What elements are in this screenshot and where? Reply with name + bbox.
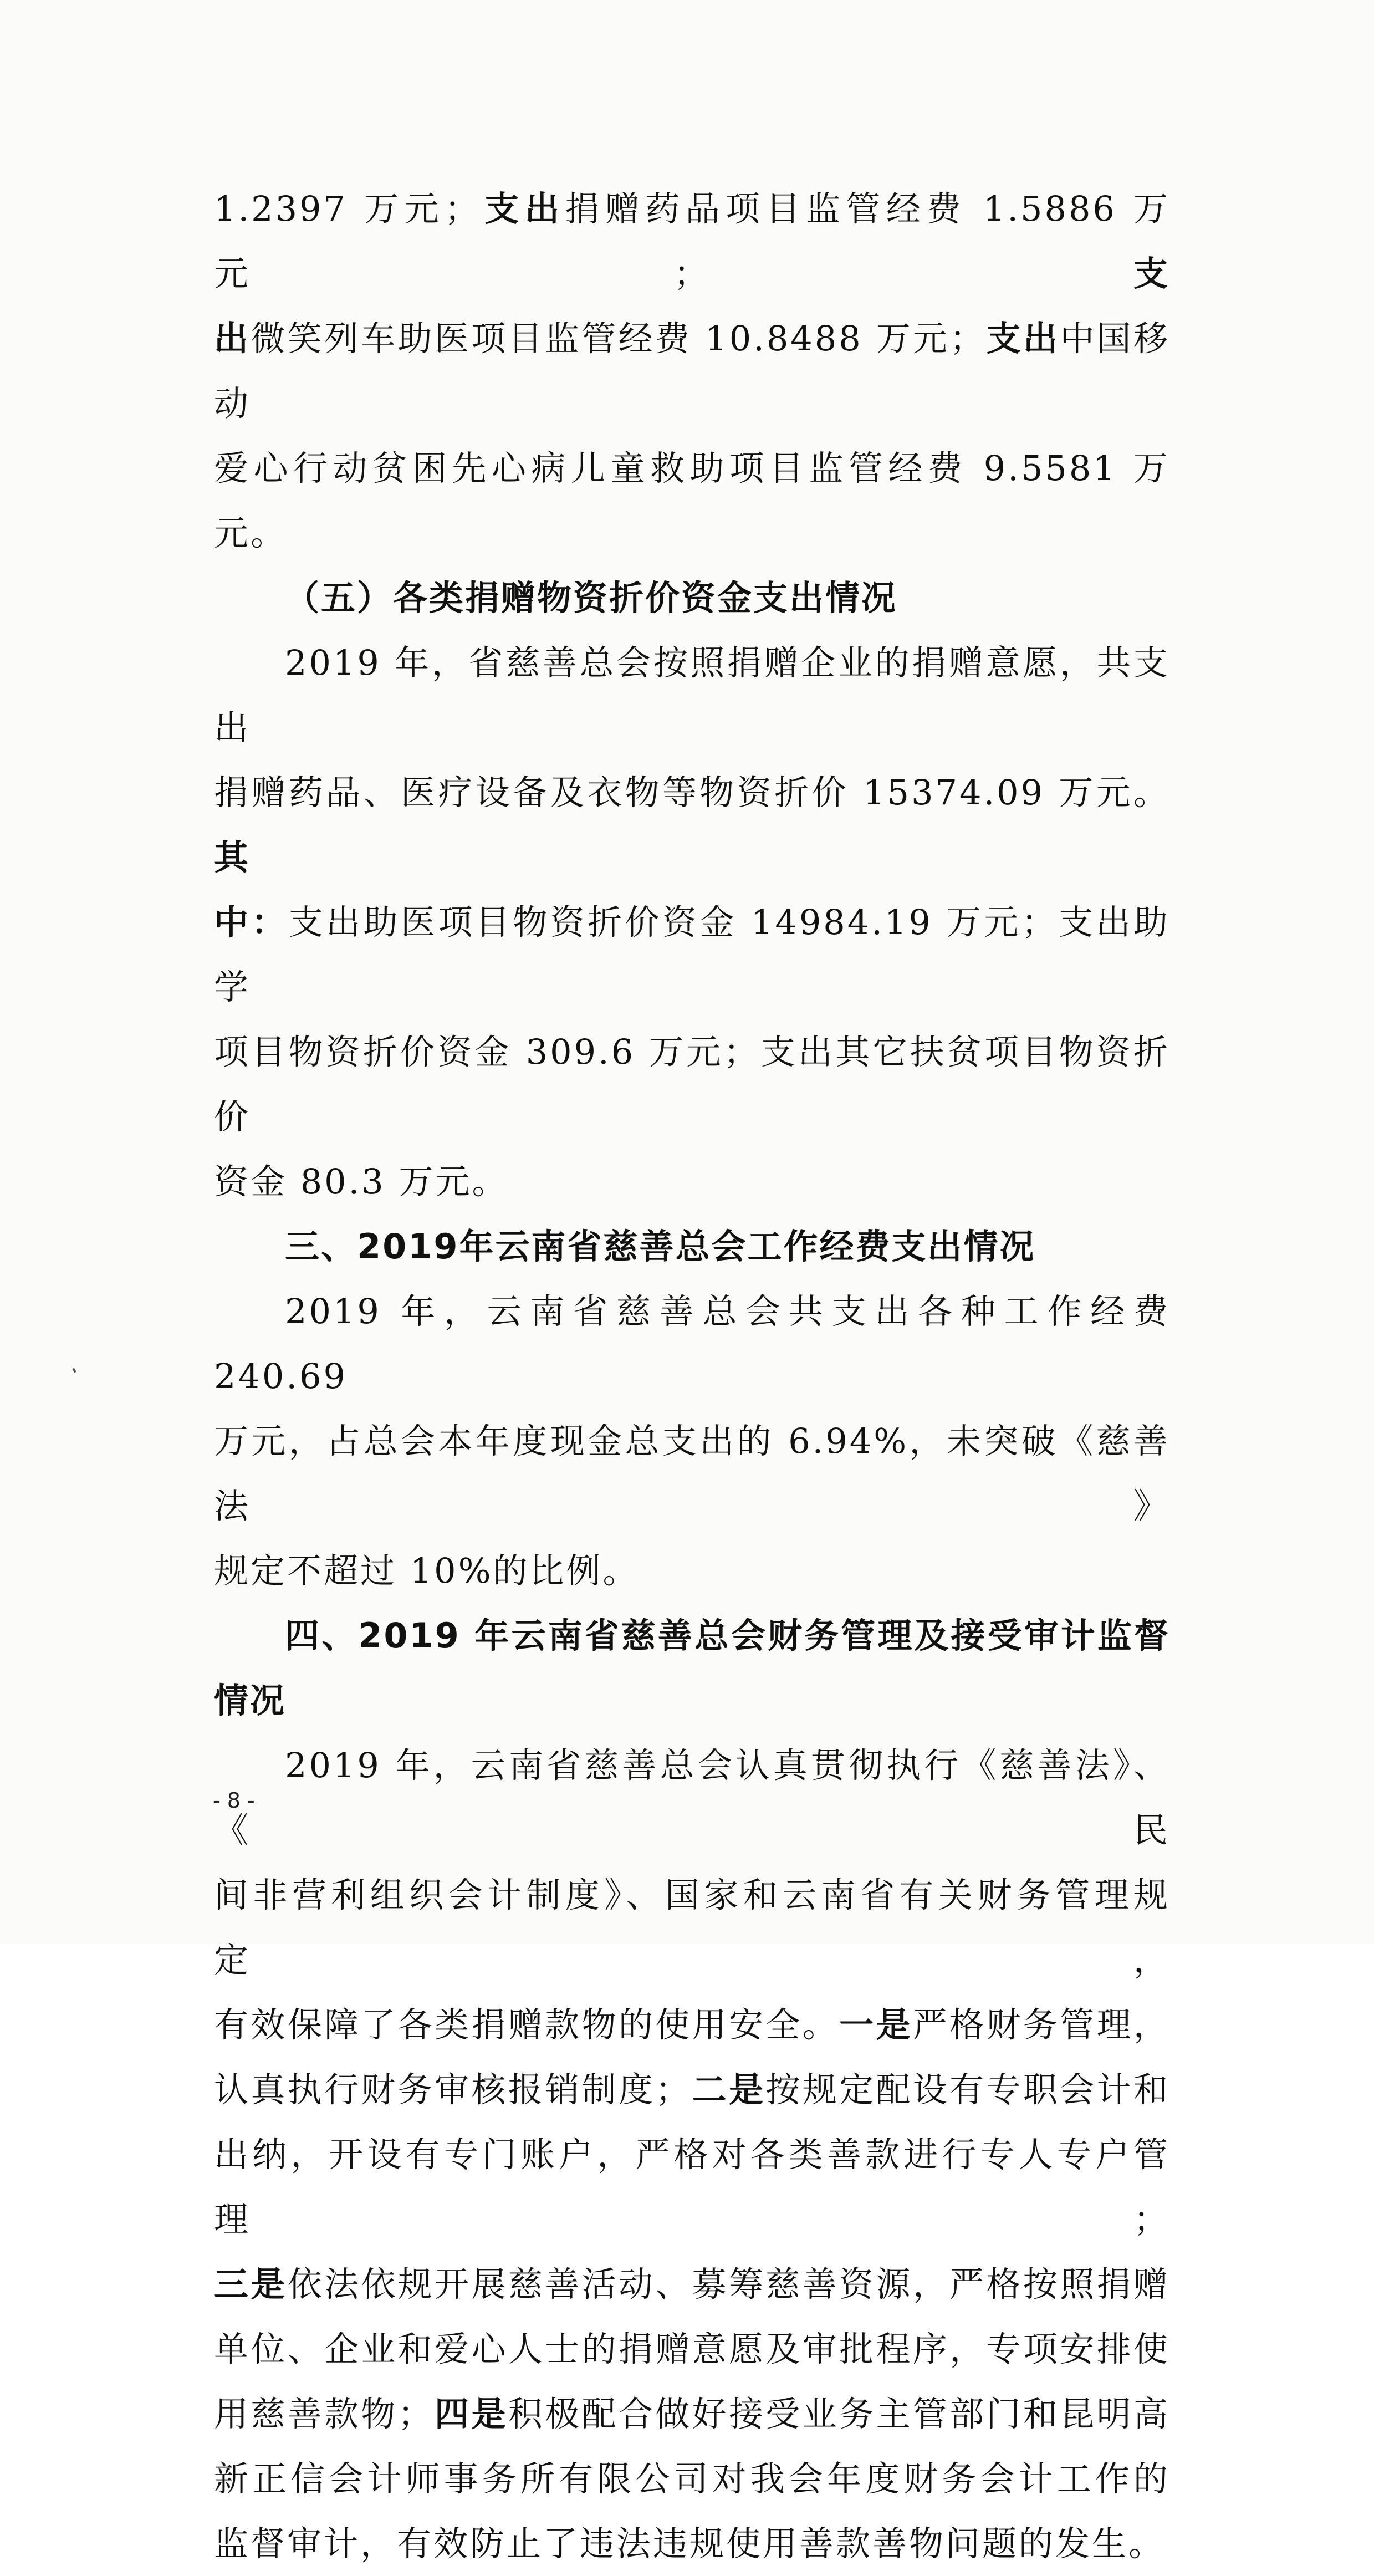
bold-run: 其	[214, 837, 251, 878]
text-run: 规定不超过 10%的比例。	[214, 1550, 640, 1591]
text-run: 捐赠药品、医疗设备及衣物等物资折价 15374.09 万元。	[214, 772, 1170, 813]
text-run: 严格财务管理，	[912, 2004, 1170, 2045]
bold-run: 出	[214, 318, 251, 359]
text-run: 单位、企业和爱心人士的捐赠意愿及审批程序，专项安排使	[214, 2329, 1170, 2369]
text-run: 监督审计，有效防止了违法违规使用善款善物问题的发生。	[214, 2523, 1166, 2564]
section-heading-4: 四、2019 年云南省慈善总会财务管理及接受审计监督情况	[214, 1615, 1170, 1721]
paragraph-line	[214, 1538, 1170, 1603]
text-run: 用慈善款物；	[214, 2394, 435, 2434]
text-run: 支出助医项目物资折价资金 14984.19 万元；支出助学	[214, 902, 1170, 1007]
paragraph-line	[214, 176, 1170, 306]
paragraph-line	[214, 2317, 1170, 2381]
text-run: 出纳，开设有专门账户，严格对各类善款进行专人专户管理；	[214, 2134, 1170, 2240]
text-run: 新正信会计师事务所有限公司对我会年度财务会计工作的	[214, 2458, 1170, 2499]
text-run: 资金 80.3 万元。	[214, 1161, 509, 1202]
text-run: 认真执行财务审核报销制度；	[214, 2069, 692, 2110]
text-run: 捐赠药品项目监管经费 1.5886 万元；	[214, 188, 1170, 294]
paragraph-line	[214, 2446, 1170, 2511]
text-run: 1.2397 万元；	[214, 188, 481, 229]
bold-run: 三是	[214, 2264, 288, 2304]
paragraph-line	[214, 2511, 1170, 2576]
section-heading-5: （五）各类捐赠物资折价资金支出情况	[285, 578, 898, 618]
bold-run: 四是	[434, 2394, 508, 2434]
text-run: 积极配合做好接受业务主管部门和昆明高	[508, 2394, 1170, 2434]
paragraph-line	[214, 2252, 1170, 2317]
paragraph-line	[214, 1733, 1170, 1863]
section-heading-3: 三、2019年云南省慈善总会工作经费支出情况	[285, 1226, 1036, 1267]
bold-run: 一是	[839, 2004, 913, 2045]
text-run: 2019 年，云南省慈善总会认真贯彻执行《慈善法》、《民	[214, 1745, 1170, 1850]
text-run: 依法依规开展慈善活动、募筹慈善资源，严格按照捐赠	[287, 2264, 1170, 2304]
bold-run: 支	[710, 253, 1170, 294]
paragraph-line	[214, 1409, 1170, 1538]
paragraph-line	[214, 2122, 1170, 2252]
document-body	[214, 176, 1170, 2576]
paragraph-line	[214, 760, 1170, 890]
text-run: 按规定配设有专职会计和	[765, 2069, 1170, 2110]
paragraph-line	[214, 1279, 1170, 1409]
text-run: 爱心行动贫困先心病儿童救助项目监管经费 9.5581 万元。	[214, 448, 1170, 553]
page-number: - 8 -	[213, 1788, 255, 1813]
paragraph-line	[214, 436, 1170, 565]
scan-speck	[72, 1368, 76, 1373]
bold-run: 二是	[692, 2069, 766, 2110]
text-run: 间非营利组织会计制度》、国家和云南省有关财务管理规定，	[214, 1875, 1170, 1980]
paragraph-line	[214, 1992, 1170, 2057]
bold-run: 支出	[986, 318, 1060, 359]
paragraph-line	[214, 2057, 1170, 2122]
paragraph-line	[214, 2381, 1170, 2446]
text-run: 微笑列车助医项目监管经费 10.8488 万元；	[251, 318, 987, 359]
paragraph-line	[214, 890, 1170, 1019]
text-run: 中国移动	[214, 318, 1170, 424]
paragraph-line	[214, 1019, 1170, 1149]
paragraph-line	[214, 1149, 1170, 1214]
paragraph-line	[214, 306, 1170, 436]
paragraph-line	[214, 1863, 1170, 1992]
text-run: 有效保障了各类捐赠款物的使用安全。	[214, 2004, 840, 2045]
text-run: 万元，占总会本年度现金总支出的 6.94%，未突破《慈善法》	[214, 1421, 1170, 1526]
paragraph-line	[214, 630, 1170, 760]
text-run: 2019 年，省慈善总会按照捐赠企业的捐赠意愿，共支出	[214, 642, 1170, 748]
bold-run: 中：	[214, 902, 289, 942]
text-run: 项目物资折价资金 309.6 万元；支出其它扶贫项目物资折价	[214, 1032, 1170, 1137]
text-run: 2019 年，云南省慈善总会共支出各种工作经费 240.69	[214, 1291, 1170, 1396]
bold-run: 支出	[481, 188, 565, 229]
